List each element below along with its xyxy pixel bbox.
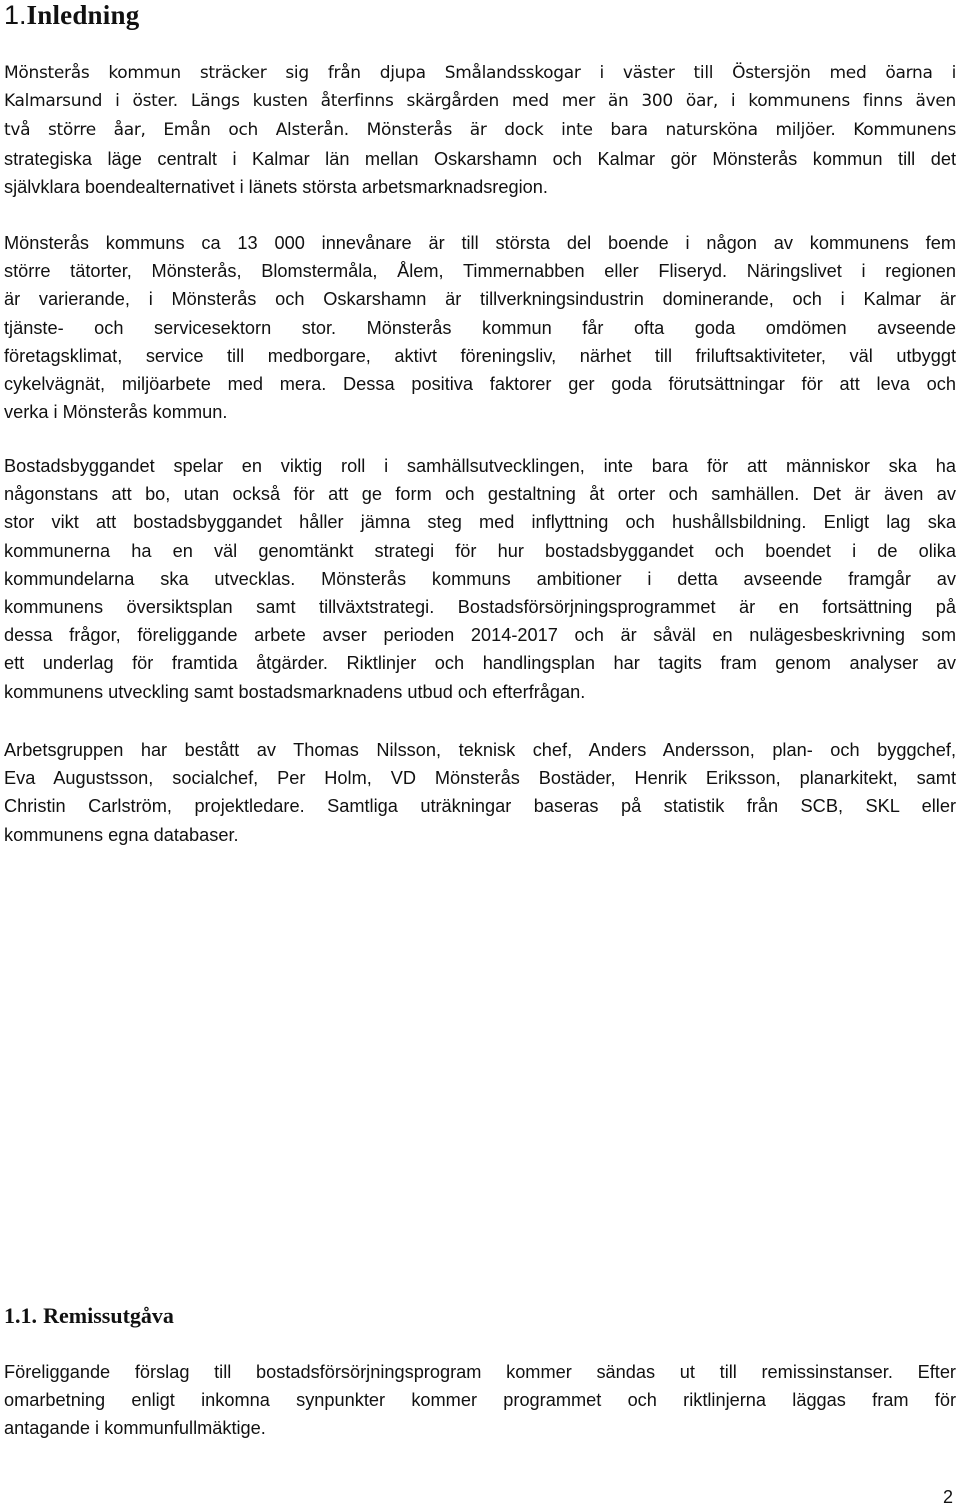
paragraph-line: dessa frågor, föreliggande arbete avser perioden 2014-2017 och är såväl en nulägesbeskrivning som bbox=[4, 625, 956, 646]
workgroup-paragraph bbox=[4, 736, 956, 849]
paragraph-line: kommundelarna ska utvecklas. Mönsterås kommuns ambitioner i detta avseende framgår av bbox=[4, 568, 956, 589]
paragraph-line: Bostadsbyggandet spelar en viktig roll i samhällsutvecklingen, inte bara för att människor ska ha bbox=[4, 456, 956, 476]
paragraph-line: cykelvägnät, miljöarbete med mera. Dessa positiva faktorer ger goda förutsättningar för att leva och bbox=[4, 374, 956, 395]
paragraph-line: strategiska läge centralt i Kalmar län mellan Oskarshamn och Kalmar gör Mönsterås kommun till det bbox=[4, 148, 956, 169]
paragraph-line: Eva Augustsson, socialchef, Per Holm, VD Mönsterås Bostäder, Henrik Eriksson, planarkitekt, samt bbox=[4, 768, 956, 789]
paragraph-line: Föreliggande förslag till bostadsförsörjningsprogram kommer sändas ut till remissinstanser. Efter bbox=[4, 1362, 956, 1382]
subsection-title: Remissutgåva bbox=[43, 1303, 174, 1328]
paragraph-line: antagande i kommunfullmäktige. bbox=[4, 1418, 266, 1439]
paragraph-line: Mönsterås kommun sträcker sig från djupa Smålandsskogar i väster till Östersjön med öarna i bbox=[4, 63, 956, 83]
paragraph-line: större tätorter, Mönsterås, Blomstermåla, Ålem, Timmernabben eller Fliseryd. Näringslivet i regionen bbox=[4, 261, 956, 282]
paragraph-line: någonstans att bo, utan också för att ge form och gestaltning åt orter och samhällen. Det är även av bbox=[4, 484, 956, 505]
paragraph-line: Christin Carlström, projektledare. Samtliga uträkningar baseras på statistik från SCB, SKL eller bbox=[4, 796, 956, 817]
paragraph-line: tjänste- och servicesektorn stor. Mönsterås kommun får ofta goda omdömen avseende bbox=[4, 317, 956, 338]
intro-paragraph bbox=[4, 59, 956, 201]
subsection-heading bbox=[4, 1301, 174, 1331]
paragraph-line bbox=[4, 115, 956, 144]
paragraph-line: självklara boendealternativet i länets största arbetsmarknadsregion. bbox=[4, 176, 548, 197]
remiss-paragraph bbox=[4, 1358, 956, 1443]
paragraph-line-part: två större åar, Emån och Alsterån. Mönsterås är dock inte bara natursköna miljöer. Kommunens bbox=[4, 120, 956, 141]
paragraph-line: kommunens översiktsplan samt tillväxtstrategi. Bostadsförsörjningsprogrammet är en fortsättning på bbox=[4, 597, 956, 618]
subsection-number: 1.1. bbox=[4, 1303, 37, 1328]
paragraph-line: stor vikt att bostadsbyggandet håller jämna steg med inflyttning och hushållsbildning. Enligt lag ska bbox=[4, 512, 956, 533]
paragraph-line: ett underlag för framtida åtgärder. Riktlinjer och handlingsplan har tagits fram genom analyser av bbox=[4, 653, 956, 674]
section-heading bbox=[4, 0, 139, 30]
paragraph-line: Arbetsgruppen har bestått av Thomas Nilsson, teknisk chef, Anders Andersson, plan- och byggchef, bbox=[4, 740, 956, 760]
paragraph-line: kommunerna ha en väl genomtänkt strategi för hur bostadsbyggandet och boendet i de olika bbox=[4, 540, 956, 561]
page-number: 2 bbox=[942, 1487, 953, 1507]
paragraph-line: verka i Mönsterås kommun. bbox=[4, 402, 228, 423]
paragraph-line: Mönsterås kommuns ca 13 000 innevånare är till största del boende i någon av kommunens fem bbox=[4, 233, 956, 253]
section-number: 1. bbox=[4, 0, 27, 30]
paragraph-line: kommunens egna databaser. bbox=[4, 824, 239, 845]
paragraph-line: kommunens utveckling samt bostadsmarknadens utbud och efterfrågan. bbox=[4, 681, 586, 702]
population-paragraph bbox=[4, 229, 956, 426]
paragraph-line: Kalmarsund i öster. Längs kusten återfinns skärgården med mer än 300 öar, i kommunens finns även bbox=[4, 91, 956, 112]
housing-paragraph bbox=[4, 452, 956, 706]
paragraph-line: företagsklimat, service till medborgare, aktivt föreningsliv, närhet till friluftsaktiviteter, väl utbyggt bbox=[4, 345, 956, 366]
paragraph-line: omarbetning enligt inkomna synpunkter kommer programmet och riktlinjerna läggas fram för bbox=[4, 1390, 956, 1411]
paragraph-line: är varierande, i Mönsterås och Oskarshamn är tillverkningsindustrin dominerande, och i Kalmar är bbox=[4, 289, 956, 310]
section-title: Inledning bbox=[26, 0, 140, 30]
